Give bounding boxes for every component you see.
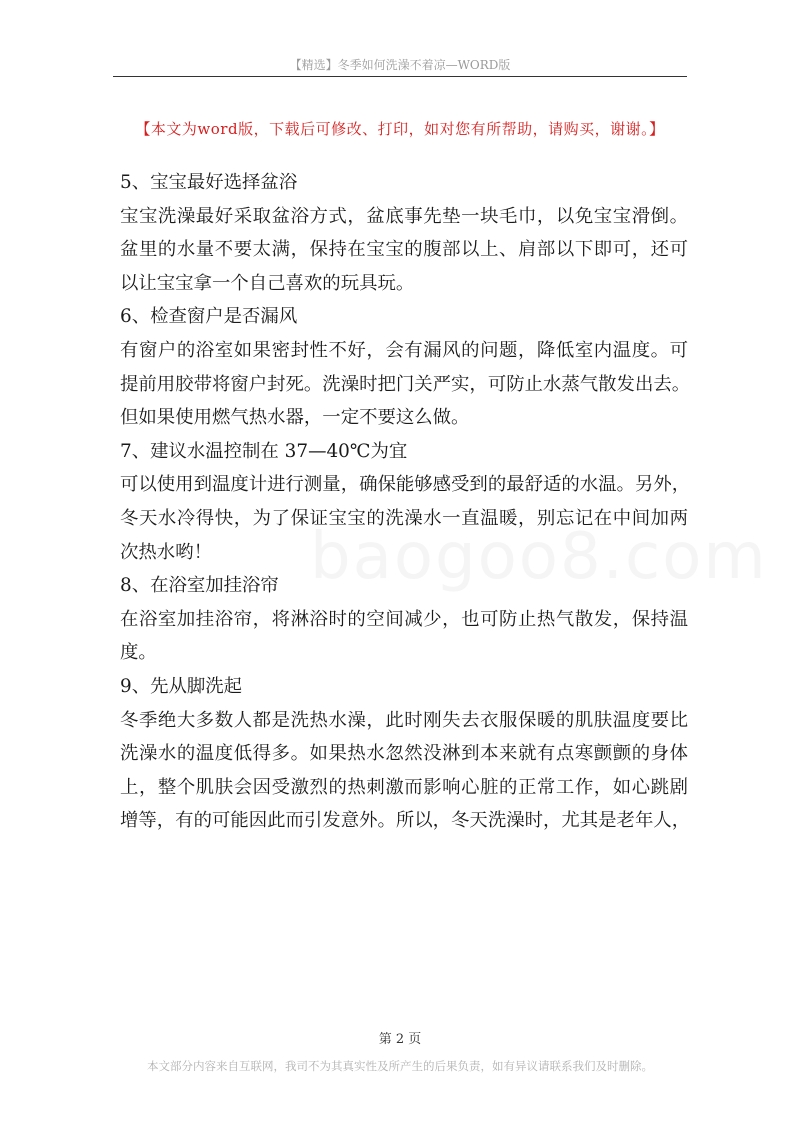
page-number: 第 2 页 — [378, 1032, 422, 1047]
text-line: 在浴室加挂浴帘，将淋浴时的空间减少，也可防止热气散发，保持温 — [120, 608, 688, 630]
text-line: 盆里的水量不要太满，保持在宝宝的腹部以上、肩部以下即可，还可 — [120, 239, 688, 261]
text-line: 8、在浴室加挂浴帘 — [120, 575, 279, 597]
text-line: 有窗户的浴室如果密封性不好，会有漏风的问题，降低室内温度。可 — [120, 339, 688, 361]
text-line: 洗澡水的温度低得多。如果热水忽然没淋到本来就有点寒颤颤的身体 — [120, 743, 688, 765]
watermark: baogoo8.com — [310, 520, 768, 594]
text-line: 7、建议水温控制在 37—40℃为宜 — [120, 440, 408, 462]
text-line: 冬天水冷得快，为了保证宝宝的洗澡水一直温暖，别忘记在中间加两 — [120, 507, 688, 529]
page-footer: 本文部分内容来自互联网，我司不为其真实性及所产生的后果负责，如有异议请联系我们及时删除。 — [147, 1059, 653, 1073]
text-line: 度。 — [120, 642, 157, 664]
text-line: 但如果使用燃气热水器，一定不要这么做。 — [120, 407, 470, 429]
text-line: 次热水哟！ — [120, 541, 212, 563]
text-line: 9、先从脚洗起 — [120, 675, 243, 697]
text-line: 提前用胶带将窗户封死。洗澡时把门关严实，可防止水蒸气散发出去。 — [120, 373, 691, 395]
header-title: 【精选】冬季如何洗澡不着凉—WORD版 — [289, 58, 511, 72]
text-line: 5、宝宝最好选择盆浴 — [120, 172, 298, 193]
text-line: 6、检查窗户是否漏风 — [120, 306, 298, 328]
text-line: 冬季绝大多数人都是洗热水澡，此时刚失去衣服保暖的肌肤温度要比 — [120, 709, 688, 731]
text-line: 以让宝宝拿一个自己喜欢的玩具玩。 — [120, 272, 415, 294]
text-line: 可以使用到温度计进行测量，确保能够感受到的最舒适的水温。另外， — [120, 474, 691, 496]
text-line: 上，整个肌肤会因受激烈的热刺激而影响心脏的正常工作，如心跳剧 — [120, 776, 688, 798]
document-body — [120, 166, 691, 838]
text-line: 宝宝洗澡最好采取盆浴方式，盆底事先垫一块毛巾，以免宝宝滑倒。 — [120, 205, 688, 227]
text-line: 增等，有的可能因此而引发意外。所以，冬天洗澡时，尤其是老年人， — [120, 810, 691, 832]
notice-banner: 【本文为word版，下载后可修改、打印，如对您有所帮助，请购买，谢谢。】 — [135, 120, 665, 138]
page-header — [113, 56, 687, 77]
